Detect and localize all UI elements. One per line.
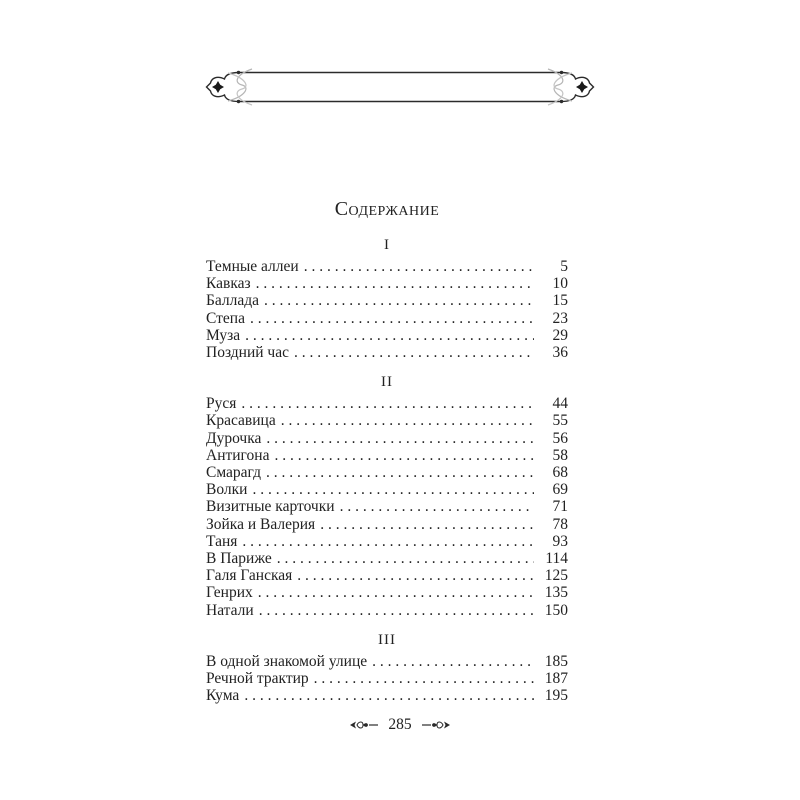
entry-title: Кума [206, 687, 240, 705]
entry-title: Муза [206, 326, 241, 344]
entry-title: Натали [206, 601, 254, 619]
toc-entry [206, 653, 568, 670]
toc-entry [206, 687, 568, 704]
entry-page-number: 15 [552, 292, 568, 310]
entry-page-number: 125 [544, 567, 568, 585]
toc-entry [206, 310, 568, 327]
toc-entry [206, 258, 568, 275]
toc-entry [206, 412, 568, 429]
toc-entry [206, 584, 568, 601]
dot-leader [304, 258, 534, 275]
entry-page-number: 93 [552, 532, 568, 550]
dot-leader [372, 653, 534, 670]
entry-title: Таня [206, 532, 238, 550]
toc-entry [206, 550, 568, 567]
dot-leader [242, 533, 534, 550]
toc-entry [206, 344, 568, 361]
entry-page-number: 150 [544, 601, 568, 619]
entry-page-number: 114 [545, 550, 568, 568]
toc-entry [206, 275, 568, 292]
entry-page-number: 187 [544, 670, 568, 688]
dot-leader [250, 310, 534, 327]
entry-title: В одной знакомой улице [206, 652, 368, 670]
entry-page-number: 36 [552, 344, 568, 362]
toc-entry [206, 481, 568, 498]
dot-leader [314, 670, 534, 687]
page-footer [0, 716, 800, 734]
entry-title: Кавказ [206, 275, 251, 293]
dot-leader [277, 550, 534, 567]
entry-title: Баллада [206, 292, 260, 310]
section-numeral: III [378, 631, 396, 648]
toc-entry [206, 567, 568, 584]
toc-entry [206, 327, 568, 344]
entry-page-number: 71 [552, 498, 568, 516]
entry-title: Дурочка [206, 429, 262, 447]
entry-page-number: 58 [552, 446, 568, 464]
toc-entry [206, 395, 568, 412]
table-of-contents [206, 236, 568, 704]
dot-leader [320, 516, 534, 533]
entry-title: Руся [206, 395, 237, 413]
dot-leader [244, 687, 534, 704]
dot-leader [297, 567, 534, 584]
toc-entry [206, 292, 568, 309]
dot-leader [245, 327, 534, 344]
entry-page-number: 29 [552, 326, 568, 344]
toc-entry [206, 498, 568, 515]
entry-page-number: 195 [544, 687, 568, 705]
entry-title: Степа [206, 309, 245, 327]
entry-page-number: 68 [552, 464, 568, 482]
entry-page-number: 56 [552, 429, 568, 447]
footer-fleuron-right-icon [421, 719, 451, 731]
entry-page-number: 78 [552, 515, 568, 533]
entry-title: Зойка и Валерия [206, 515, 316, 533]
toc-section [206, 236, 568, 361]
toc-entry [206, 447, 568, 464]
entry-page-number: 5 [560, 258, 568, 275]
dot-leader [294, 344, 534, 361]
dot-leader [266, 464, 534, 481]
entry-title: Темные аллеи [206, 258, 299, 275]
dot-leader [241, 395, 534, 412]
entry-title: Красавица [206, 412, 276, 430]
section-numeral: I [384, 237, 390, 253]
entry-page-number: 69 [552, 481, 568, 499]
toc-entry [206, 602, 568, 619]
entry-title: Поздний час [206, 344, 289, 362]
dot-leader [281, 412, 534, 429]
entry-title: Антигона [206, 446, 270, 464]
entry-page-number: 10 [552, 275, 568, 293]
entry-title: Волки [206, 481, 248, 499]
entry-title: В Париже [206, 550, 272, 568]
section-numeral: II [381, 374, 393, 391]
footer-fleuron-left-icon [349, 719, 379, 731]
entry-title: Визитные карточки [206, 498, 335, 516]
dot-leader [266, 430, 534, 447]
page-title: Содержание [334, 198, 440, 220]
dot-leader [264, 292, 534, 309]
dot-leader [252, 481, 534, 498]
toc-section [206, 373, 568, 619]
dot-leader [340, 498, 534, 515]
entry-page-number: 185 [544, 652, 568, 670]
entry-title: Генрих [206, 584, 253, 602]
dot-leader [258, 584, 534, 601]
toc-entry [206, 516, 568, 533]
header-ornament-banner [205, 62, 595, 112]
dot-leader [259, 602, 534, 619]
dot-leader [256, 275, 534, 292]
entry-page-number: 23 [552, 309, 568, 327]
toc-entry [206, 670, 568, 687]
toc-entry [206, 464, 568, 481]
entry-page-number: 55 [552, 412, 568, 430]
entry-page-number: 135 [544, 584, 568, 602]
dot-leader [274, 447, 534, 464]
entry-title: Смарагд [206, 464, 262, 482]
toc-entry [206, 533, 568, 550]
entry-page-number: 44 [552, 395, 568, 413]
toc-entry [206, 430, 568, 447]
toc-section [206, 631, 568, 705]
entry-title: Речной трактир [206, 670, 309, 688]
entry-title: Галя Ганская [206, 567, 293, 585]
footer-page-number: 285 [388, 716, 412, 733]
